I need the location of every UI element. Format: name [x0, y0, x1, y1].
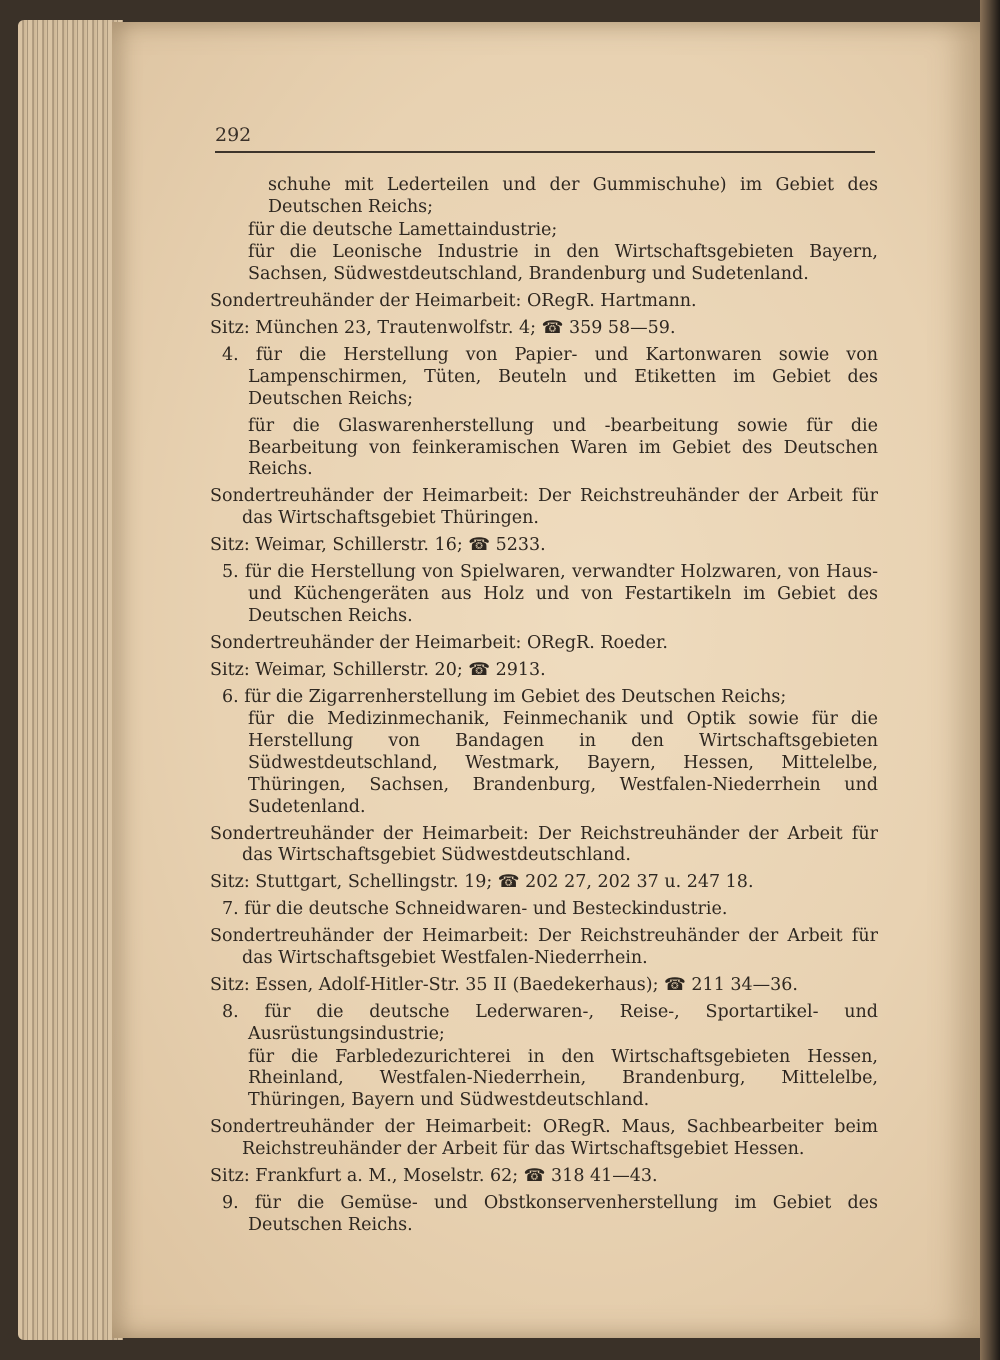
paragraph: Sondertreuhänder der Heimarbeit: Der Reichstreuhänder der Arbeit für das Wirtschaftsgebiet Thüringen. [210, 486, 878, 529]
list-item: 5. für die Herstellung von Spielwaren, verwandter Holzwaren, von Haus- und Küchengeräten aus Holz und von Festartikeln im Gebiet des Deutschen Reichs. [222, 562, 878, 626]
list-item: 7. für die deutsche Schneidwaren- und Besteckindustrie. [222, 899, 728, 920]
paragraph: Sitz: Weimar, Schillerstr. 20; ☎ 2913. [210, 659, 546, 680]
paragraph: für die deutsche Lamettaindustrie; [248, 219, 558, 240]
paragraph: Sitz: Essen, Adolf-Hitler-Str. 35 II (Baedekerhaus); ☎ 211 34—36. [210, 975, 798, 996]
paragraph: Sondertreuhänder der Heimarbeit: ORegR. Roeder. [210, 632, 668, 653]
paragraph: Sitz: Frankfurt a. M., Moselstr. 62; ☎ 318 41—43. [210, 1166, 658, 1187]
page-number: 292 [215, 124, 252, 146]
list-item: 6. für die Zigarrenherstellung im Gebiet des Deutschen Reichs; [222, 686, 787, 707]
book-spine [980, 0, 1000, 1360]
list-item: 8. für die deutsche Lederwaren-, Reise-, Sportartikel- und Ausrüstungsindustrie; [222, 1002, 878, 1044]
paragraph: für die Leonische Industrie in den Wirtschaftsgebieten Bayern, Sachsen, Südwestdeutschland, Brandenburg und Sudetenland. [248, 242, 878, 285]
paragraph: für die Medizinmechanik, Feinmechanik und Optik sowie für die Herstellung von Bandagen in den Wirtschaftsgebieten Südwestdeutschland, Westmark, Bayern, Hessen, Mittelelbe, Thüringen, Sachsen, Brandenburg, Westfalen-Niederrhein und Sudetenland. [248, 709, 878, 817]
paragraph: für die Glaswarenherstellung und -bearbeitung sowie für die Bearbeitung von feinkeramischen Waren im Gebiet des Deutschen Reichs. [248, 415, 878, 480]
list-item: 9. für die Gemüse- und Obstkonservenherstellung im Gebiet des Deutschen Reichs. [222, 1193, 878, 1235]
paragraph: schuhe mit Lederteilen und der Gummischuhe) im Gebiet des Deutschen Reichs; [268, 175, 878, 217]
page-edges [18, 20, 123, 1340]
paragraph: Sitz: Stuttgart, Schellingstr. 19; ☎ 202 27, 202 37 u. 247 18. [210, 872, 754, 893]
header-rule [215, 151, 875, 153]
paragraph: Sitz: Weimar, Schillerstr. 16; ☎ 5233. [210, 535, 546, 556]
paragraph: Sitz: München 23, Trautenwolfstr. 4; ☎ 359 58—59. [210, 318, 676, 339]
paragraph: Sondertreuhänder der Heimarbeit: Der Reichstreuhänder der Arbeit für das Wirtschaftsgebiet Südwestdeutschland. [210, 823, 878, 866]
list-item: 4. für die Herstellung von Papier- und Kartonwaren sowie von Lampenschirmen, Tüten, Beuteln und Etiketten im Gebiet des Deutschen Reichs; [222, 345, 878, 409]
paragraph: Sondertreuhänder der Heimarbeit: ORegR. Maus, Sachbearbeiter beim Reichstreuhänder der Arbeit für das Wirtschaftsgebiet Hessen. [210, 1117, 878, 1160]
paragraph: Sondertreuhänder der Heimarbeit: Der Reichstreuhänder der Arbeit für das Wirtschaftsgebiet Westfalen-Niederrhein. [210, 926, 878, 969]
page-text [210, 175, 878, 1242]
paragraph: für die Farbledezurichterei in den Wirtschaftsgebieten Hessen, Rheinland, Westfalen-Niederrhein, Brandenburg, Mittelelbe, Thüringen, Bayern und Südwestdeutschland. [248, 1046, 878, 1111]
paragraph: Sondertreuhänder der Heimarbeit: ORegR. Hartmann. [210, 291, 697, 312]
